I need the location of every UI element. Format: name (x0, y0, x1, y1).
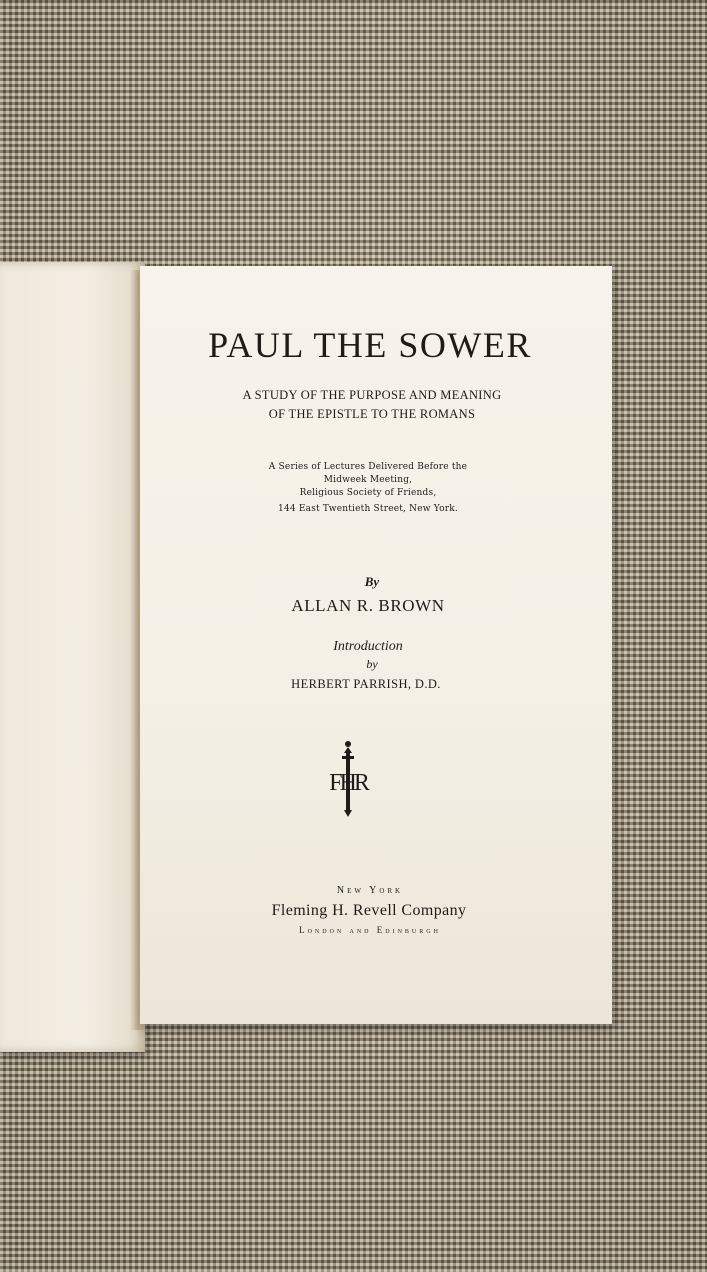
by-label: By (364, 574, 380, 589)
subtitle-line-2: OF THE EPISTLE TO THE ROMANS (268, 407, 476, 421)
subtitle-line-1: A STUDY OF THE PURPOSE AND MEANING (242, 388, 502, 402)
series-line: Religious Society of Friends, (299, 488, 437, 498)
series-line: 144 East Twentieth Street, New York. (278, 504, 458, 514)
monogram-letters: FHR (329, 770, 367, 796)
introduction-author: HERBERT PARRISH, D.D. (291, 677, 441, 691)
publisher-city: New York (336, 885, 404, 896)
publisher-monogram-icon (318, 738, 378, 818)
series-line: Midweek Meeting, (323, 475, 413, 485)
introduction-by-label: by (366, 657, 378, 671)
book-title: PAUL THE SOWER (208, 325, 532, 365)
title-page (140, 266, 612, 1024)
publisher-locations: London and Edinburgh (299, 925, 441, 935)
introduction-label: Introduction (333, 639, 403, 654)
author-name: ALLAN R. BROWN (291, 596, 445, 615)
left-facing-page (0, 262, 145, 1052)
series-line: A Series of Lectures Delivered Before the (268, 462, 468, 472)
publisher-name: Fleming H. Revell Company (271, 902, 467, 919)
